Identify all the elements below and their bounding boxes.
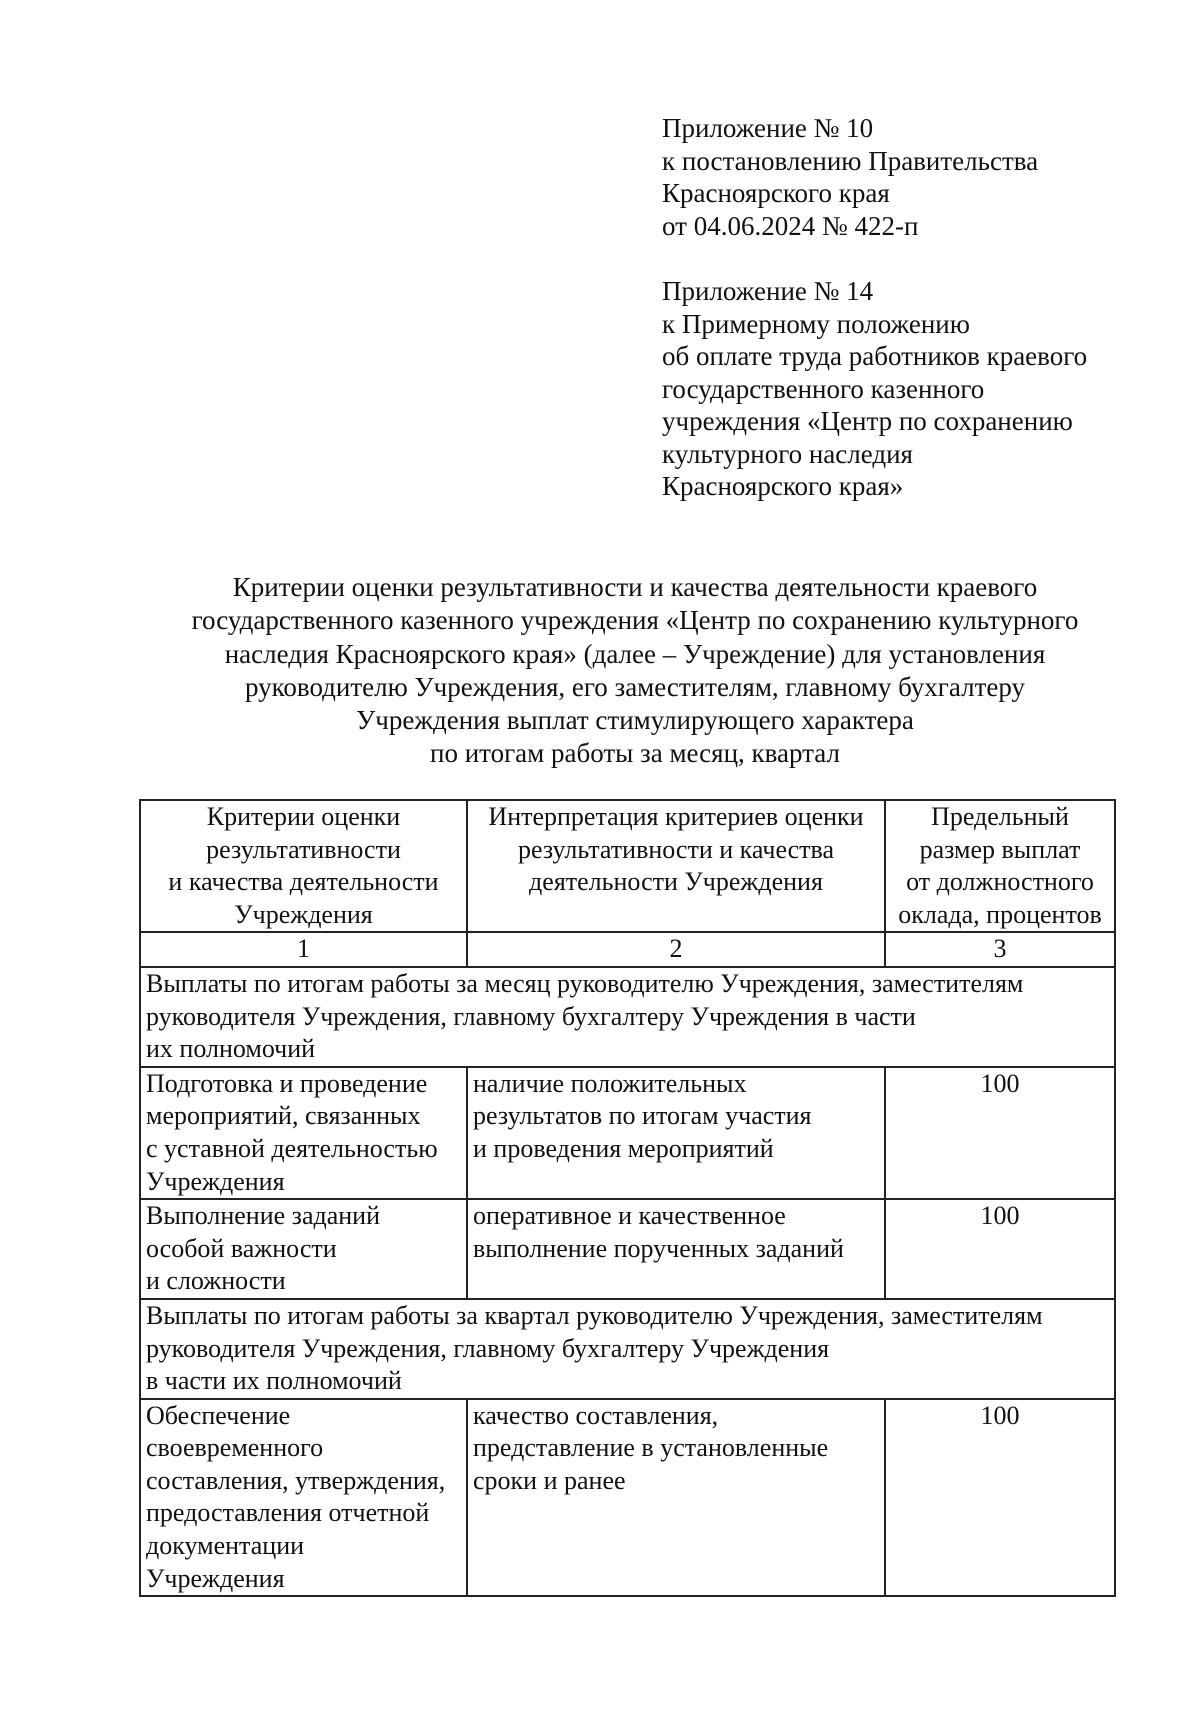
limit-cell: 100 [885,1399,1115,1597]
criterion-cell: Подготовка и проведение мероприятий, связанных с уставной деятельностью Учреждения [140,1067,467,1199]
appendix-line: Приложение № 14 [662,276,874,306]
section-heading-quarterly: Выплаты по итогам работы за квартал руководителю Учреждения, заместителям руководителя Учреждения, главному бухгалтеру Учреждения в части их полномочий [140,1299,1115,1399]
limit-cell: 100 [885,1067,1115,1199]
table-row [140,1067,1115,1199]
interpretation-cell: качество составления, представление в установленные сроки и ранее [467,1399,885,1597]
interpretation-cell: оперативное и качественное выполнение порученных заданий [467,1199,885,1299]
appendix-line: к постановлению Правительства [662,145,1039,176]
interpretation-cell: наличие положительных результатов по итогам участия и проведения мероприятий [467,1067,885,1199]
header-criteria: Критерии оценки результативности и качества деятельности Учреждения [140,800,467,932]
title-line: Критерии оценки результативности и качества деятельности краевого [232,572,1038,602]
title-line: руководителю Учреждения, его заместителям, главному бухгалтеру [244,671,1026,702]
title-line: по итогам работы за месяц, квартал [430,738,840,769]
title-line: государственного казенного учреждения «Центр по сохранению культурного [191,605,1079,636]
criterion-cell: Обеспечение своевременного составления, утверждения, предоставления отчетной документации Учреждения [140,1399,467,1597]
header-interpretation: Интерпретация критериев оценки результативности и качества деятельности Учреждения [467,800,885,932]
header-limit: Предельный размер выплат от должностного оклада, процентов [885,800,1115,932]
section-heading-row [140,967,1115,1067]
title-line: наследия Красноярского края» (далее – Учреждение) для установления [224,638,1046,669]
table-row [140,1399,1115,1597]
column-number: 1 [140,932,467,967]
document-title [130,571,1140,771]
limit-cell: 100 [885,1199,1115,1299]
column-number: 3 [885,932,1115,967]
table-header-row [140,800,1115,932]
appendix-line: Красноярского края» [662,471,904,501]
appendix-line: Красноярского края [662,178,890,208]
appendix-line: Приложение № 10 [662,113,874,143]
appendix-line: об оплате труда работников краевого [662,341,1088,371]
criterion-cell: Выполнение заданий особой важности и сложности [140,1199,467,1299]
table-row [140,1199,1115,1299]
appendix-line: учреждения «Центр по сохранению [662,406,1073,436]
appendix-line: государственного казенного [662,373,985,404]
criteria-table [139,799,1116,1597]
appendix-line: культурного наследия [662,438,913,469]
column-number: 2 [467,932,885,967]
column-number-row [140,932,1115,967]
title-line: Учреждения выплат стимулирующего характера [356,705,914,736]
section-heading-row [140,1299,1115,1399]
section-heading-monthly: Выплаты по итогам работы за месяц руководителю Учреждения, заместителям руководителя Учреждения, главному бухгалтеру Учреждения в части их полномочий [140,967,1115,1067]
appendix-line: от 04.06.2024 № 422-п [662,210,919,241]
appendix-10-header [662,112,1182,242]
appendix-14-header [662,275,1182,503]
appendix-line: к Примерному положению [662,308,970,339]
